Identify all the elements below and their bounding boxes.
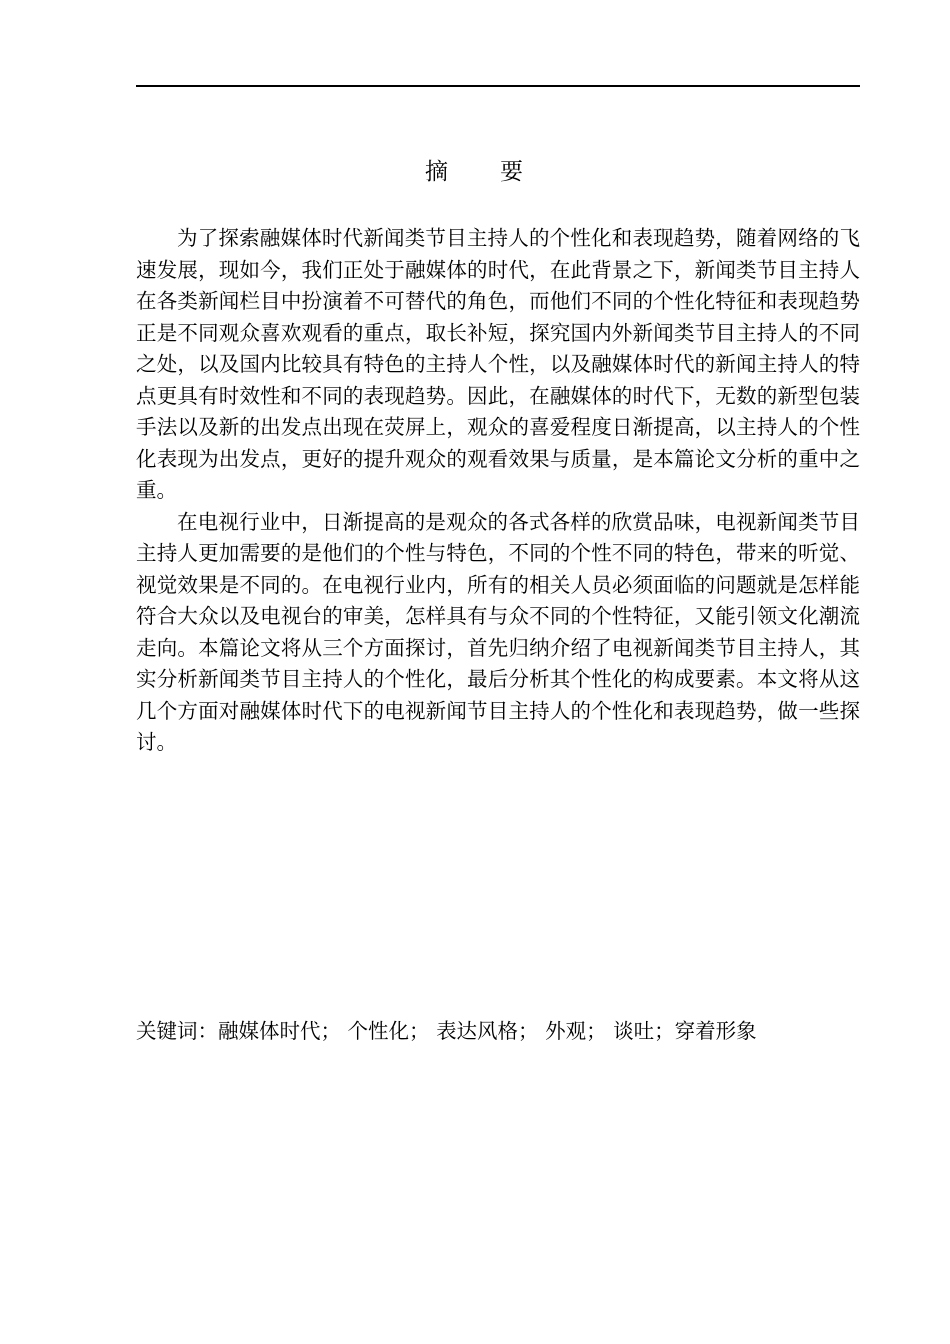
keywords-line xyxy=(136,1015,876,1047)
keyword-item: 谈吐；穿着形象 xyxy=(613,1019,757,1043)
keyword-item: 个性化； xyxy=(347,1019,430,1043)
header-rule xyxy=(136,85,860,87)
abstract-body xyxy=(136,223,860,759)
keyword-item: 外观； xyxy=(545,1019,607,1043)
keyword-item: 表达风格； xyxy=(436,1019,539,1043)
abstract-paragraph-1: 为了探索融媒体时代新闻类节目主持人的个性化和表现趋势，随着网络的飞速发展，现如今，我们正处于融媒体的时代，在此背景之下，新闻类节目主持人在各类新闻栏目中扮演着不可替代的角色，而他们不同的个性化特征和表现趋势正是不同观众喜欢观看的重点，取长补短，探究国内外新闻类节目主持人的不同之处，以及国内比较具有特色的主持人个性，以及融媒体时代的新闻主持人的特点更具有时效性和不同的表现趋势。因此，在融媒体的时代下，无数的新型包装手法以及新的出发点出现在荧屏上，观众的喜爱程度日渐提高，以主持人的个性化表现为出发点，更好的提升观众的观看效果与质量，是本篇论文分析的重中之重。 xyxy=(136,226,860,502)
abstract-paragraph-2: 在电视行业中，日渐提高的是观众的各式各样的欣赏品味，电视新闻类节目主持人更加需要的是他们的个性与特色，不同的个性不同的特色，带来的听觉、视觉效果是不同的。在电视行业内，所有的相关人员必须面临的问题就是怎样能符合大众以及电视台的审美，怎样具有与众不同的个性特征，又能引领文化潮流走向。本篇论文将从三个方面探讨，首先归纳介绍了电视新闻类节目主持人，其实分析新闻类节目主持人的个性化，最后分析其个性化的构成要素。本文将从这几个方面对融媒体时代下的电视新闻节目主持人的个性化和表现趋势，做一些探讨。 xyxy=(136,509,860,754)
keyword-item: 融媒体时代； xyxy=(218,1019,341,1043)
keywords-label: 关键词： xyxy=(136,1019,218,1043)
abstract-title: 摘 要 xyxy=(425,159,525,185)
